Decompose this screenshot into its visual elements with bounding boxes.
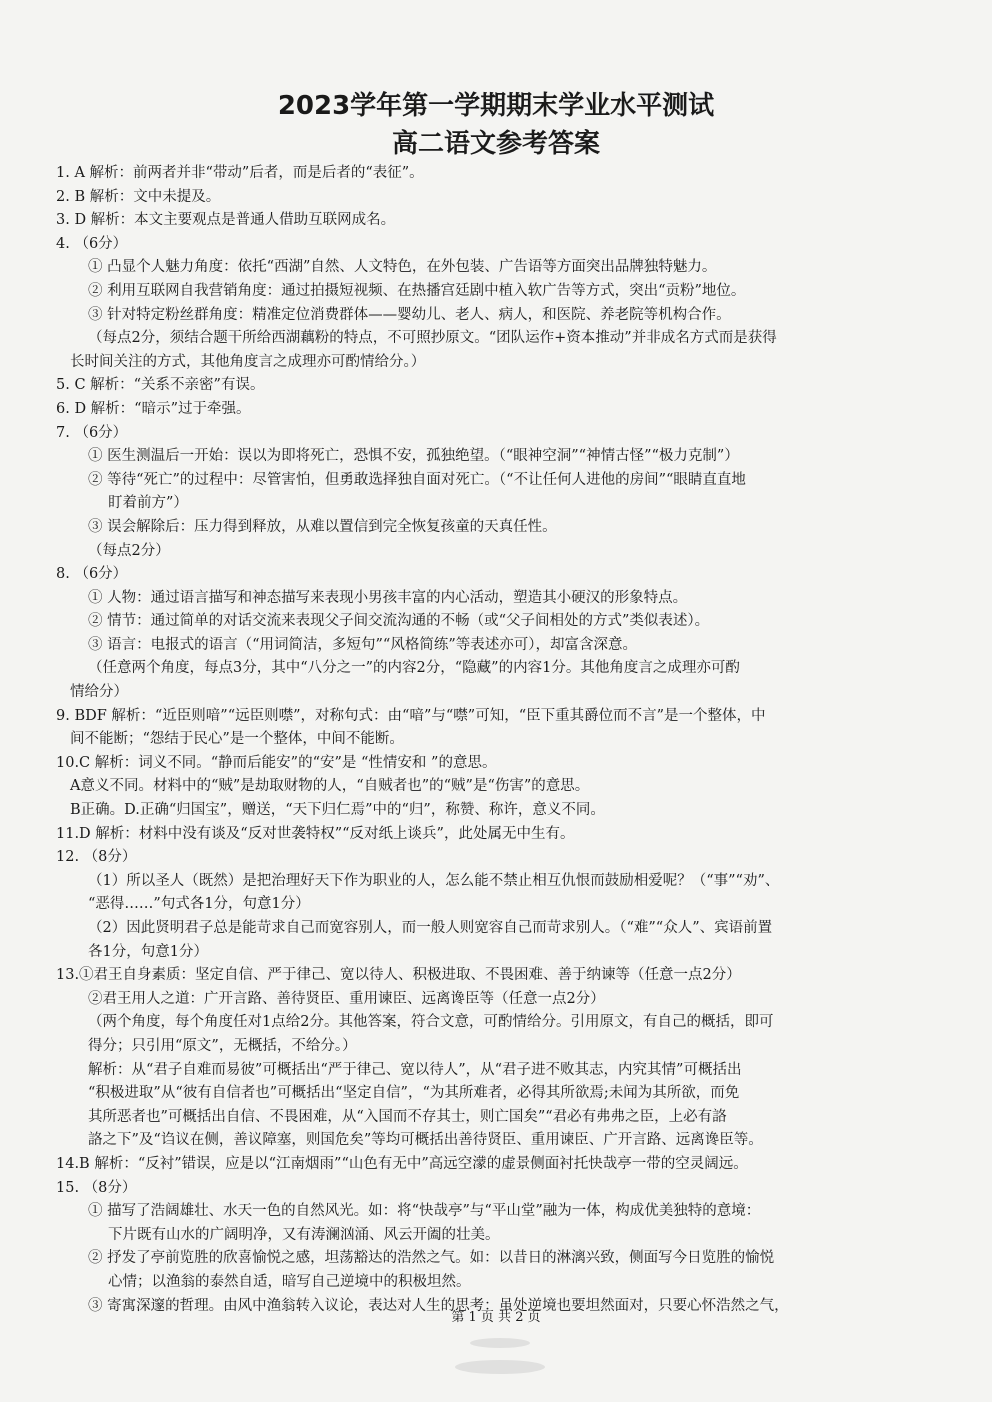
answer-line: ②君王用人之道：广开言路、善待贤臣、重用谏臣、远离谗臣等（任意一点2分） — [88, 990, 605, 1007]
answer-line: 11.D 解析：材料中没有谈及“反对世袭特权”“反对纸上谈兵”，此处属无中生有。 — [56, 825, 575, 842]
answer-line: 盯着前方”） — [108, 495, 188, 512]
answer-line: （2）因此贤明君子总是能苛求自己而宽容别人，而一般人则宽容自己而苛求别人。（“难”“众人”、宾语前置 — [88, 920, 773, 936]
answer-line: ② 利用互联网自我营销角度：通过拍摄短视频、在热播宫廷剧中植入软广告等方式，突出“贡粉”地位。 — [88, 282, 746, 299]
answer-line: 7. （6分） — [56, 424, 128, 441]
answer-line: 9. BDF 解析：“近臣则喑”“远臣则噤”，对称句式：由“喑”与“噤”可知，“臣下重其爵位而不言”是一个整体，中 — [56, 707, 766, 724]
answer-line: ③ 语言：电报式的语言（“用词简洁，多短句”“风格简练”等表述亦可），却富含深意。 — [88, 636, 638, 653]
answer-line: ② 抒发了亭前览胜的欣喜愉悦之感，坦荡豁达的浩然之气。如：以昔日的淋漓兴致，侧面写今日览胜的愉悦 — [88, 1250, 775, 1267]
answer-line: ③ 误会解除后：压力得到释放，从难以置信到完全恢复孩童的天真任性。 — [88, 518, 557, 535]
answer-line: 长时间关注的方式，其他角度言之成理亦可酌情给分。） — [70, 353, 426, 370]
answer-line: （1）所以圣人（既然）是把治理好天下作为职业的人，怎么能不禁止相互仇恨而鼓励相爱呢？（“事”“劝”、 — [88, 872, 780, 889]
answer-line: 8. （6分） — [56, 566, 128, 583]
answer-line: 13.①君王自身素质：坚定自信、严于律己、宽以待人、积极进取、不畏困难、善于纳谏等（任意一点2分） — [56, 967, 741, 984]
answer-line: （任意两个角度，每点3分，其中“八分之一”的内容2分，“隐藏”的内容1分。其他角度言之成理亦可酌 — [88, 660, 740, 677]
answer-line: ① 凸显个人魅力角度：依托“西湖”自然、人文特色，在外包装、广告语等方面突出品牌独特魅力。 — [88, 259, 717, 276]
answer-line: 4. （6分） — [56, 235, 128, 252]
answer-line: 10.C 解析：词义不同。“静而后能安”的“安”是 “性情安和 ”的意思。 — [56, 754, 497, 771]
scan-speck — [455, 1360, 545, 1374]
answer-line: （每点2分，须结合题干所给西湖藕粉的特点，不可照抄原文。“团队运作+资本推动”并非成名方式而是获得 — [88, 330, 777, 347]
answer-line: 得分；只引用“原文”，无概括，不给分。） — [88, 1037, 357, 1054]
answer-line: 1. A 解析：前两者并非“带动”后者，而是后者的“表征”。 — [56, 165, 424, 181]
answer-line: ③ 寄寓深邃的哲理。由风中渔翁转入议论，表达对人生的思考：虽处逆境也要坦然面对，只要心怀浩然之气， — [88, 1297, 789, 1314]
answer-line: 2. B 解析：文中未提及。 — [56, 188, 221, 205]
answer-line: ① 医生测温后一开始：误以为即将死亡，恐惧不安，孤独绝望。（“眼神空洞”“神情古怪”“极力克制”） — [88, 448, 739, 465]
answer-line: ② 等待“死亡”的过程中：尽管害怕，但勇敢选择独自面对死亡。（“不让任何人进他的房间”“眼睛直直地 — [88, 471, 746, 488]
page-title: 2023学年第一学期期末学业水平测试 — [277, 91, 715, 121]
answer-body — [56, 162, 936, 1318]
answer-line: （两个角度，每个角度任对1点给2分。其他答案，符合文意，可酌情给分。引用原文，有自己的概括，即可 — [88, 1014, 774, 1031]
answer-line: 下片既有山水的广阔明净，又有涛澜汹涌、风云开阖的壮美。 — [108, 1226, 500, 1243]
answer-line: A意义不同。材料中的“贼”是劫取财物的人，“自贼者也”的“贼”是“伤害”的意思。 — [70, 778, 590, 795]
answer-line: 5. C 解析：“关系不亲密”有误。 — [56, 377, 265, 394]
answer-line: “积极进取”从“彼有自信者也”可概括出“坚定自信”，“为其所难者，必得其所欲焉;未闻为其所欲，而免 — [88, 1085, 740, 1102]
answer-line: 14.B 解析：“反衬”错误，应是以“江南烟雨”“山色有无中”高远空濛的虚景侧面衬托快哉亭一带的空灵阔远。 — [56, 1155, 748, 1172]
page-footer: 第 1 页 共 2 页 — [451, 1310, 541, 1325]
answer-line: “恶得……”句式各1分，句意1分） — [88, 896, 310, 913]
answer-line: 12. （8分） — [56, 849, 137, 866]
answer-line: 解析：从“君子自难而易彼”可概括出“严于律己、宽以待人”，从“君子进不败其志，内究其情”可概括出 — [88, 1061, 742, 1078]
answer-line: ① 描写了浩阔雄壮、水天一色的自然风光。如：将“快哉亭”与“平山堂”融为一体，构成优美独特的意境： — [88, 1203, 761, 1220]
answer-line: 6. D 解析：“暗示”过于牵强。 — [56, 400, 251, 417]
answer-line: （每点2分） — [88, 542, 170, 559]
answer-line: 其所恶者也”可概括出自信、不畏困难，从“入国而不存其士，则亡国矣”“君必有弗弗之臣，上必有詻 — [88, 1108, 727, 1125]
page-subtitle: 高二语文参考答案 — [391, 129, 600, 159]
answer-line: 詻之下”及“诌议在侧，善议障塞，则国危矣”等均可概括出善待贤臣、重用谏臣、广开言路、远离谗臣等。 — [88, 1132, 763, 1149]
answer-line: ③ 针对特定粉丝群角度：精准定位消费群体——婴幼儿、老人、病人，和医院、养老院等机构合作。 — [88, 306, 731, 323]
answer-line: 间不能断；“怨结于民心”是一个整体，中间不能断。 — [70, 731, 404, 748]
answer-line: 心情；以渔翁的泰然自适，暗写自己逆境中的积极坦然。 — [108, 1273, 471, 1290]
answer-line: 各1分，句意1分） — [88, 943, 208, 960]
answer-line: ② 情节：通过简单的对话交流来表现父子间交流沟通的不畅（或“父子间相处的方式”类似表述）。 — [88, 613, 710, 630]
answer-line: ① 人物：通过语言描写和神态描写来表现小男孩丰富的内心活动，塑造其小硬汉的形象特点。 — [88, 589, 688, 606]
answer-line: 3. D 解析：本文主要观点是普通人借助互联网成名。 — [56, 212, 396, 229]
answer-line: 情给分） — [70, 684, 128, 701]
answer-line: B正确。D.正确“归国宝”，赠送，“天下归仁焉”中的“归”，称赞、称许，意义不同。 — [70, 802, 605, 819]
answer-line: 15. （8分） — [56, 1179, 137, 1196]
scan-speck — [470, 1338, 530, 1348]
